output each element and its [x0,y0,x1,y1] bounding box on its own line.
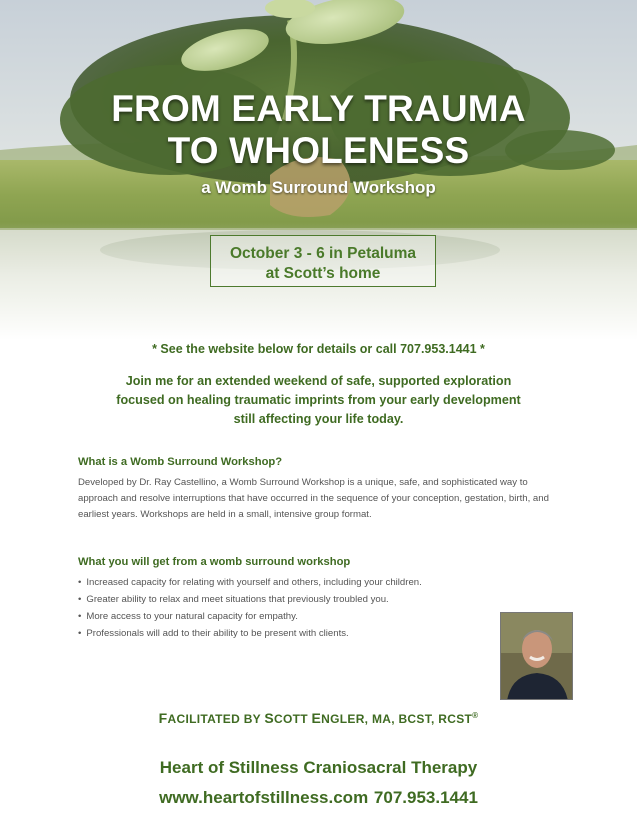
intro-line-2: focused on healing traumatic imprints from your early development [116,393,521,407]
benefit-item: • Increased capacity for relating with yourself and others, including your children. [78,574,508,591]
intro-paragraph [60,372,577,429]
benefits-heading: What you will get from a womb surround workshop [78,556,351,568]
facilitator-last-name: NGLER [321,712,365,726]
call-to-action-line: * See the website below for details or call 707.953.1441 * [152,342,485,356]
facilitator-first-name: COTT [274,712,312,726]
event-location: at Scott’s home [265,265,381,282]
facilitator-last-initial: E [311,710,322,726]
headline-line-2: TO WHOLENESS [167,130,470,171]
event-date: October 3 - 6 in Petaluma [229,245,417,262]
what-is-body: Developed by Dr. Ray Castellino, a Womb Surround Workshop is a unique, safe, and sophisticated way to approach and resolve interruptions that have occurred in the sequence of your conception, gestation, birth, and earliest years. Workshops are held in a small, intensive group format. [78,477,549,521]
benefits-list [78,574,508,642]
portrait-image [501,613,573,700]
facilitator-photo [500,612,573,700]
facilitator-credit-initial: F [158,710,168,726]
headline-line-1: FROM EARLY TRAUMA [111,88,526,129]
facilitator-credit [0,710,637,726]
subtitle: a Womb Surround Workshop [201,178,436,197]
what-is-heading: What is a Womb Surround Workshop? [78,456,283,468]
benefit-item: • Greater ability to relax and meet situations that previously troubled you. [78,591,508,608]
event-date-box [210,235,436,287]
business-name: Heart of Stillness Craniosacral Therapy [159,758,478,777]
intro-line-3: still affecting your life today. [233,412,404,426]
benefit-item: • More access to your natural capacity for empathy. [78,608,508,625]
benefit-item: • Professionals will add to their ability to be present with clients. [78,625,508,642]
website-and-phone: www.heartofstillness.com 707.953.1441 [159,788,478,807]
intro-line-1: Join me for an extended weekend of safe, supported exploration [125,374,512,388]
registered-mark: ® [472,711,479,720]
facilitator-first-initial: S [264,710,275,726]
facilitator-credentials: , MA, BCST, RCST [364,712,473,726]
facilitator-credit-text: ACILITATED BY [167,712,265,726]
hero-banner [0,0,637,340]
